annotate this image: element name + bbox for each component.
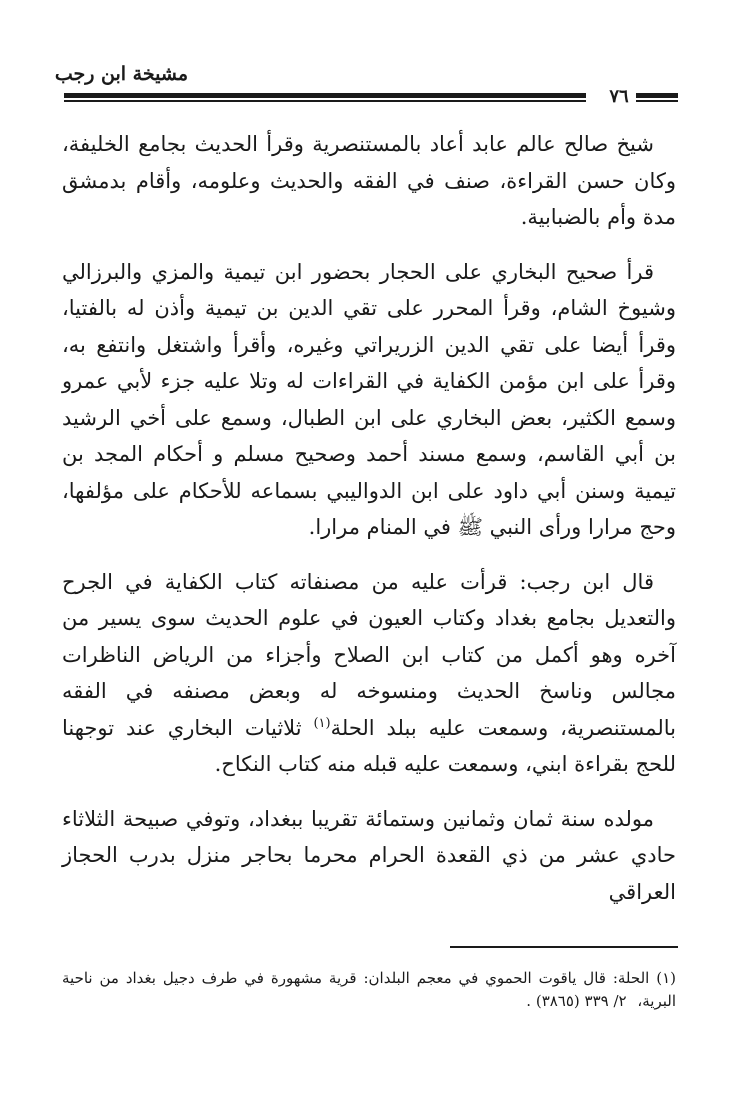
main-text	[62, 126, 676, 910]
page-number: ٧٦	[609, 86, 629, 107]
paragraph-1: شيخ صالح عالم عابد أعاد بالمستنصرية وقرأ الحديث بجامع الخليفة، وكان حسن القراءة، صنف في الفقه والحديث وعلومه، وأقام بدمشق مدة وأم بالضبابية.	[62, 132, 676, 229]
footnote-separator	[450, 946, 678, 948]
paragraph-2: قرأ صحيح البخاري على الحجار بحضور ابن تيمية والمزي والبرزالي وشيوخ الشام، وقرأ المحرر على تقي الدين بن تيمية وأذن له بالفتيا، وقرأ أيضا على تقي الدين الزريراتي وغيره، وأقرأ واشتغل وانتفع به، وقرأ على ابن مؤمن الكفاية في القراءات له وتلا عليه جزء لأبي عمرو وسمع الكثير، بعض البخاري على ابن الطبال، وسمع على أخي الرشيد بن أبي القاسم، وسمع مسند أحمد وصحيح مسلم و أحكام المجد بن تيمية وسنن أبي داود على ابن الدواليبي بسماعه للأحكام على مؤلفها، وحج مرارا ورأى النبي ﷺ في المنام مرارا.	[62, 259, 676, 539]
page-number-rule-thin	[636, 100, 678, 102]
footnote	[62, 967, 676, 1013]
paragraph-3-text-a: قال ابن رجب: قرأت عليه من مصنفاته كتاب الكفاية في الجرح والتعديل بجامع بغداد وكتاب العيون في علوم الحديث سوى يسير من آخره وهو أكمل من كتاب ابن الصلاح وأجزاء من الرياض الناظرات مجالس وناسخ الحديث ومنسوخه له وبعض مصنفه في الفقه بالمستنصرية، وسمعت عليه ببلد الحلة	[62, 569, 676, 740]
running-header-title: مشيخة ابن رجب	[54, 63, 188, 85]
footnote-reference-marker[interactable]: (١)	[313, 715, 331, 731]
header-rule-thick	[64, 93, 586, 98]
footnote-text: (١) الحلة: قال ياقوت الحموي في معجم البلدان: قرية مشهورة في طرف دجيل بغداد من ناحية البرية،	[62, 969, 676, 1010]
footnote-citation: ٢/ ٣٣٩ (٣٨٦٥) .	[526, 992, 627, 1010]
paragraph-4: مولده سنة ثمان وثمانين وستمائة تقريبا ببغداد، وتوفي صبيحة الثلاثاء حادي عشر من ذي القعدة الحرام محرما بحاجر منزل بدرب الحجاز العراقي	[62, 806, 676, 904]
paragraph-3-text-b: ثلاثيات البخاري عند توجهنا للحج بقراءة ابني، وسمعت عليه قبله منه كتاب النكاح.	[62, 715, 676, 776]
header-rule-thin	[64, 100, 586, 102]
page-number-rule-thick	[636, 93, 678, 98]
paragraph-3	[62, 564, 676, 783]
